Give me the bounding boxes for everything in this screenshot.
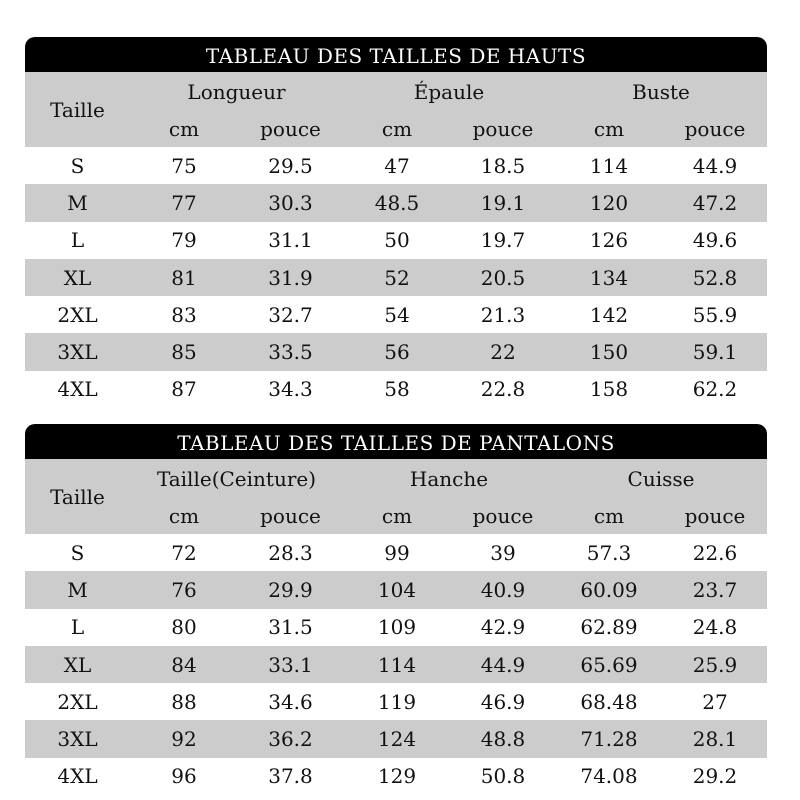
measurement-cell: 34.6: [268, 689, 313, 714]
measurement-cell: 142: [589, 302, 629, 327]
measurement-cell: 52: [384, 265, 410, 290]
measurement-cell: 56: [384, 340, 410, 365]
pants-rows: [25, 534, 767, 795]
size-cell: 3XL: [57, 340, 98, 365]
measurement-cell: 29.5: [268, 153, 313, 178]
measurement-cell: 44.9: [480, 652, 526, 677]
measurement-cell: 23.7: [692, 577, 738, 602]
measurement-cell: 22.6: [692, 540, 738, 565]
size-cell: 2XL: [57, 302, 98, 327]
tops-size-chart: [25, 37, 767, 408]
unit-header: pouce: [472, 503, 534, 528]
measurement-cell: 72: [171, 540, 197, 565]
measurement-cell: 96: [171, 764, 197, 789]
measurement-cell: 76: [171, 577, 197, 602]
size-cell: L: [70, 228, 85, 253]
measurement-cell: 33.1: [268, 652, 313, 677]
size-cell: S: [70, 153, 85, 178]
measurement-cell: 84: [171, 652, 197, 677]
measurement-cell: 54: [384, 302, 410, 327]
measurement-cell: 44.9: [692, 153, 738, 178]
measurement-cell: 87: [171, 377, 197, 402]
measurement-cell: 150: [589, 340, 629, 365]
measurement-cell: 88: [171, 689, 197, 714]
measurement-cell: 48.5: [374, 190, 420, 215]
measurement-cell: 55.9: [692, 302, 738, 327]
measurement-cell: 21.3: [480, 302, 526, 327]
measurement-cell: 31.1: [268, 228, 313, 253]
measurement-cell: 126: [589, 228, 629, 253]
unit-header: cm: [381, 503, 413, 528]
measurement-cell: 80: [171, 615, 197, 640]
table-row: [25, 333, 767, 370]
table-row: [25, 609, 767, 646]
unit-header: cm: [381, 116, 413, 141]
measurement-cell: 19.7: [480, 228, 526, 253]
measurement-cell: 47.2: [692, 190, 738, 215]
measurement-cell: 134: [589, 265, 629, 290]
measurement-cell: 47: [384, 153, 410, 178]
table-row: [25, 720, 767, 757]
table-row: [25, 571, 767, 608]
measurement-cell: 50: [384, 228, 410, 253]
measurement-cell: 49.6: [692, 228, 738, 253]
measurement-cell: 24.8: [692, 615, 738, 640]
measurement-cell: 22.8: [480, 377, 526, 402]
measurement-cell: 120: [589, 190, 629, 215]
unit-header: pouce: [472, 116, 534, 141]
unit-header: pouce: [260, 503, 321, 528]
measurement-cell: 114: [377, 652, 417, 677]
measurement-cell: 124: [377, 727, 417, 752]
table-row: [25, 371, 767, 408]
unit-header: cm: [593, 503, 625, 528]
size-cell: L: [70, 615, 85, 640]
size-cell: M: [67, 190, 88, 215]
pants-chart-title: TABLEAU DES TAILLES DE PANTALONS: [25, 424, 767, 459]
measurement-cell: 74.08: [580, 764, 638, 789]
unit-header: cm: [168, 116, 200, 141]
measurement-cell: 62.89: [580, 615, 638, 640]
measurement-cell: 31.5: [268, 615, 313, 640]
size-cell: 4XL: [57, 764, 98, 789]
unit-header: pouce: [684, 503, 746, 528]
measurement-cell: 28.3: [268, 540, 313, 565]
unit-header: cm: [168, 503, 200, 528]
size-cell: 3XL: [57, 727, 98, 752]
measurement-cell: 25.9: [692, 652, 738, 677]
measurement-cell: 52.8: [692, 265, 738, 290]
measurement-cell: 32.7: [268, 302, 313, 327]
measurement-cell: 114: [589, 153, 629, 178]
measurement-cell: 33.5: [268, 340, 313, 365]
table-row: [25, 222, 767, 259]
size-column-header: Taille: [50, 484, 105, 509]
measurement-cell: 62.2: [692, 377, 738, 402]
table-row: [25, 259, 767, 296]
measurement-cell: 36.2: [268, 727, 313, 752]
pants-size-chart: [25, 424, 767, 795]
measurement-cell: 60.09: [580, 577, 638, 602]
measurement-cell: 50.8: [480, 764, 526, 789]
measurement-cell: 28.1: [692, 727, 738, 752]
table-row: [25, 184, 767, 221]
measurement-cell: 109: [377, 615, 417, 640]
table-row: [25, 683, 767, 720]
measurement-cell: 48.8: [480, 727, 526, 752]
measurement-cell: 22: [490, 340, 516, 365]
measurement-cell: 58: [384, 377, 410, 402]
measurement-cell: 29.9: [268, 577, 313, 602]
measurement-cell: 158: [589, 377, 629, 402]
measurement-cell: 85: [171, 340, 197, 365]
measurement-cell: 83: [171, 302, 197, 327]
measurement-cell: 81: [171, 265, 197, 290]
size-cell: 2XL: [57, 689, 98, 714]
measurement-cell: 99: [384, 540, 410, 565]
table-row: [25, 534, 767, 571]
size-cell: 4XL: [57, 377, 98, 402]
measurement-cell: 65.69: [580, 652, 638, 677]
size-column-header: Taille: [50, 97, 105, 122]
size-cell: XL: [63, 652, 92, 677]
unit-header: pouce: [684, 116, 746, 141]
table-row: [25, 758, 767, 795]
measurement-cell: 30.3: [268, 190, 313, 215]
measurement-cell: 77: [171, 190, 197, 215]
measurement-cell: 92: [171, 727, 197, 752]
measurement-cell: 27: [702, 689, 728, 714]
table-row: [25, 646, 767, 683]
measurement-cell: 57.3: [586, 540, 632, 565]
measurement-cell: 29.2: [692, 764, 738, 789]
measurement-cell: 68.48: [580, 689, 638, 714]
thigh-header: Cuisse: [627, 467, 695, 491]
waist-header: Taille(Ceinture): [156, 467, 317, 491]
measurement-cell: 79: [171, 228, 197, 253]
measurement-cell: 119: [377, 689, 417, 714]
measurement-cell: 39: [490, 540, 516, 565]
measurement-cell: 20.5: [480, 265, 526, 290]
measurement-cell: 104: [377, 577, 417, 602]
size-cell: S: [70, 540, 85, 565]
measurement-cell: 34.3: [268, 377, 313, 402]
measurement-cell: 40.9: [480, 577, 526, 602]
bust-header: Buste: [632, 80, 690, 104]
table-row: [25, 296, 767, 333]
measurement-cell: 31.9: [268, 265, 313, 290]
unit-header: cm: [593, 116, 625, 141]
size-cell: M: [67, 577, 88, 602]
measurement-cell: 37.8: [268, 764, 313, 789]
shoulder-header: Épaule: [413, 80, 485, 104]
measurement-cell: 19.1: [480, 190, 526, 215]
measurement-cell: 59.1: [692, 340, 738, 365]
measurement-cell: 75: [171, 153, 197, 178]
measurement-cell: 46.9: [480, 689, 526, 714]
table-row: [25, 147, 767, 184]
length-header: Longueur: [187, 80, 286, 104]
unit-header: pouce: [260, 116, 321, 141]
size-cell: XL: [63, 265, 92, 290]
measurement-cell: 71.28: [580, 727, 638, 752]
tops-rows: [25, 147, 767, 408]
hip-header: Hanche: [409, 467, 489, 491]
tops-chart-header: [25, 72, 767, 147]
tops-chart-title: TABLEAU DES TAILLES DE HAUTS: [25, 37, 767, 72]
pants-chart-header: [25, 459, 767, 534]
measurement-cell: 129: [377, 764, 417, 789]
measurement-cell: 18.5: [480, 153, 526, 178]
measurement-cell: 42.9: [480, 615, 526, 640]
